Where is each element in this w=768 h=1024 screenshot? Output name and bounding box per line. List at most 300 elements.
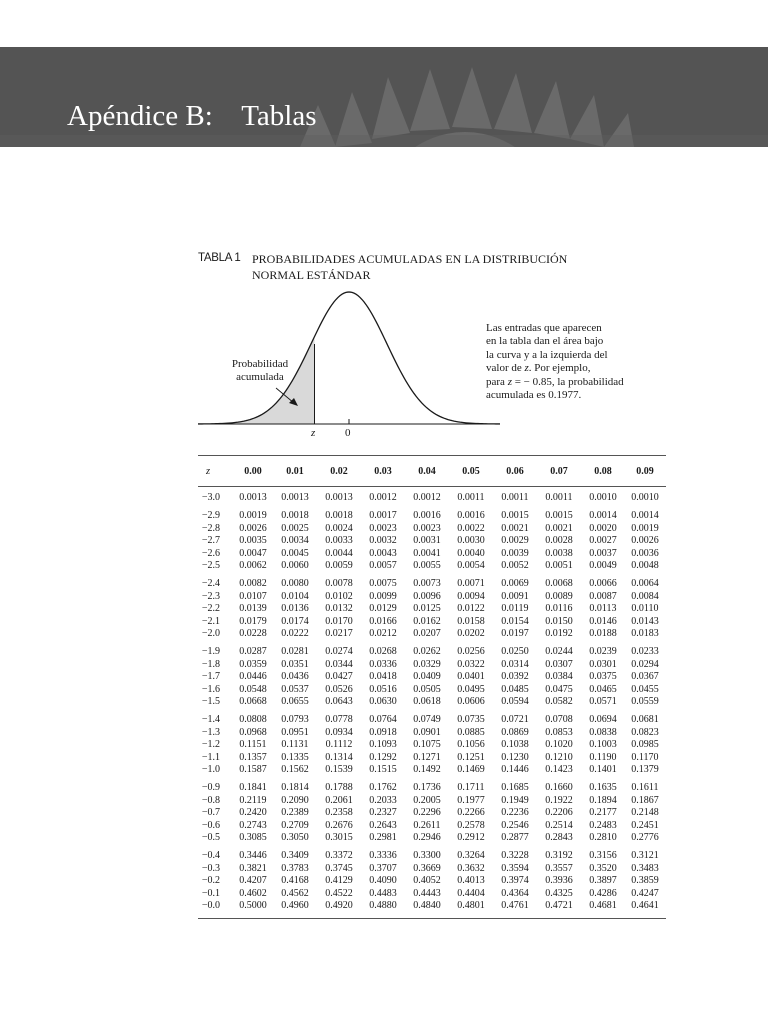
probability-cell: 0.0307 xyxy=(545,658,573,670)
probability-cell: 0.0073 xyxy=(413,578,441,590)
probability-cell: 0.0052 xyxy=(501,560,529,571)
probability-cell: 0.2877 xyxy=(501,832,529,843)
probability-cell: 0.0119 xyxy=(501,603,529,615)
probability-cell: 0.0516 xyxy=(369,683,397,695)
probability-cell: 0.1660 xyxy=(545,782,573,794)
column-header: 0.00 xyxy=(244,466,262,477)
probability-cell: 0.1131 xyxy=(281,739,309,751)
probability-cell: 0.1210 xyxy=(545,751,573,763)
probability-cell: 0.1711 xyxy=(457,782,485,794)
probability-cell: 0.0031 xyxy=(413,535,441,547)
cumulative-probability-label: Probabilidad acumulada xyxy=(231,358,289,383)
z-value-cell: −2.8 xyxy=(201,522,220,534)
probability-cell: 0.3632 xyxy=(457,862,485,874)
probability-cell: 0.3557 xyxy=(545,862,573,874)
probability-cell: 0.1170 xyxy=(631,751,659,763)
column-header: 0.01 xyxy=(286,466,304,477)
probability-cell: 0.2483 xyxy=(589,819,617,831)
probability-cell: 0.0495 xyxy=(457,683,485,695)
z-value-cell: −1.6 xyxy=(201,683,220,695)
probability-cell: 0.2420 xyxy=(239,807,267,819)
probability-cell: 0.2709 xyxy=(281,819,309,831)
z-value-cell: −1.5 xyxy=(201,696,220,707)
probability-cell: 0.0048 xyxy=(631,560,659,571)
table-row xyxy=(198,659,666,671)
probability-cell: 0.1003 xyxy=(589,739,617,751)
probability-cell: 0.0024 xyxy=(325,522,353,534)
probability-cell: 0.0011 xyxy=(457,492,485,503)
probability-cell: 0.2033 xyxy=(369,794,397,806)
probability-cell: 0.3783 xyxy=(281,862,309,874)
probability-cell: 0.0418 xyxy=(369,671,397,683)
probability-cell: 0.2810 xyxy=(589,832,617,843)
probability-cell: 0.0764 xyxy=(369,714,397,726)
probability-cell: 0.0028 xyxy=(545,535,573,547)
probability-cell: 0.0029 xyxy=(501,535,529,547)
probability-cell: 0.0274 xyxy=(325,646,353,658)
probability-cell: 0.0465 xyxy=(589,683,617,695)
probability-cell: 0.4562 xyxy=(281,887,309,899)
probability-cell: 0.4483 xyxy=(369,887,397,899)
z-value-cell: −2.9 xyxy=(201,510,220,522)
probability-cell: 0.3264 xyxy=(457,850,485,862)
z-value-cell: −0.8 xyxy=(201,794,220,806)
probability-cell: 0.0102 xyxy=(325,590,353,602)
z-value-cell: −2.3 xyxy=(201,590,220,602)
column-header: 0.06 xyxy=(506,466,524,477)
probability-cell: 0.0023 xyxy=(369,522,397,534)
table-row xyxy=(198,603,666,615)
probability-cell: 0.0026 xyxy=(631,535,659,547)
probability-cell: 0.3483 xyxy=(631,862,659,874)
probability-cell: 0.0548 xyxy=(239,683,267,695)
zero-axis-label: 0 xyxy=(345,427,351,439)
probability-cell: 0.1788 xyxy=(325,782,353,794)
table-row xyxy=(198,616,666,628)
probability-cell: 0.0314 xyxy=(501,658,529,670)
probability-cell: 0.0022 xyxy=(457,522,485,534)
table-row xyxy=(198,782,666,794)
probability-cell: 0.3594 xyxy=(501,862,529,874)
probability-cell: 0.0023 xyxy=(413,522,441,534)
probability-cell: 0.4721 xyxy=(545,900,573,911)
z-value-cell: −0.4 xyxy=(201,850,220,862)
probability-cell: 0.0170 xyxy=(325,615,353,627)
probability-cell: 0.0049 xyxy=(589,560,617,571)
probability-cell: 0.0166 xyxy=(369,615,397,627)
probability-cell: 0.3707 xyxy=(369,862,397,874)
probability-cell: 0.0749 xyxy=(413,714,441,726)
probability-cell: 0.3409 xyxy=(281,850,309,862)
probability-cell: 0.0207 xyxy=(413,628,441,639)
probability-cell: 0.0344 xyxy=(325,658,353,670)
probability-cell: 0.0089 xyxy=(545,590,573,602)
probability-cell: 0.1314 xyxy=(325,751,353,763)
probability-cell: 0.0301 xyxy=(589,658,617,670)
probability-cell: 0.1539 xyxy=(325,764,353,775)
probability-cell: 0.2061 xyxy=(325,794,353,806)
table-row xyxy=(198,523,666,535)
table-row xyxy=(198,510,666,522)
table-row xyxy=(198,875,666,887)
probability-cell: 0.1075 xyxy=(413,739,441,751)
probability-cell: 0.0025 xyxy=(281,522,309,534)
table-row xyxy=(198,646,666,658)
probability-cell: 0.0233 xyxy=(631,646,659,658)
probability-cell: 0.0427 xyxy=(325,671,353,683)
probability-cell: 0.3336 xyxy=(369,850,397,862)
table-row xyxy=(198,591,666,603)
z-value-cell: −0.7 xyxy=(201,807,220,819)
probability-cell: 0.0853 xyxy=(545,726,573,738)
probability-cell: 0.0082 xyxy=(239,578,267,590)
column-header: 0.09 xyxy=(636,466,654,477)
probability-cell: 0.0256 xyxy=(457,646,485,658)
probability-cell: 0.0179 xyxy=(239,615,267,627)
probability-cell: 0.0630 xyxy=(369,696,397,707)
probability-cell: 0.0139 xyxy=(239,603,267,615)
column-header: 0.08 xyxy=(594,466,612,477)
probability-cell: 0.0032 xyxy=(369,535,397,547)
probability-cell: 0.0192 xyxy=(545,628,573,639)
probability-cell: 0.2676 xyxy=(325,819,353,831)
probability-cell: 0.3821 xyxy=(239,862,267,874)
table-row xyxy=(198,764,666,776)
probability-cell: 0.0013 xyxy=(281,492,309,503)
probability-cell: 0.4801 xyxy=(457,900,485,911)
table-row xyxy=(198,535,666,547)
probability-cell: 0.0012 xyxy=(369,492,397,503)
z-value-cell: −0.1 xyxy=(201,887,220,899)
probability-cell: 0.0038 xyxy=(545,547,573,559)
table-row xyxy=(198,671,666,683)
probability-cell: 0.0099 xyxy=(369,590,397,602)
probability-cell: 0.0064 xyxy=(631,578,659,590)
probability-cell: 0.4404 xyxy=(457,887,485,899)
probability-cell: 0.2776 xyxy=(631,832,659,843)
probability-cell: 0.3085 xyxy=(239,832,267,843)
probability-cell: 0.0351 xyxy=(281,658,309,670)
probability-cell: 0.0033 xyxy=(325,535,353,547)
probability-cell: 0.2981 xyxy=(369,832,397,843)
probability-cell: 0.0036 xyxy=(631,547,659,559)
probability-cell: 0.1230 xyxy=(501,751,529,763)
probability-cell: 0.4286 xyxy=(589,887,617,899)
probability-cell: 0.0010 xyxy=(589,492,617,503)
probability-cell: 0.0014 xyxy=(631,510,659,522)
table-row xyxy=(198,739,666,751)
probability-cell: 0.0096 xyxy=(413,590,441,602)
table-row xyxy=(198,578,666,590)
probability-cell: 0.0013 xyxy=(325,492,353,503)
probability-cell: 0.1335 xyxy=(281,751,309,763)
probability-cell: 0.0197 xyxy=(501,628,529,639)
probability-cell: 0.3228 xyxy=(501,850,529,862)
probability-cell: 0.1611 xyxy=(631,782,659,794)
probability-cell: 0.1423 xyxy=(545,764,573,775)
z-value-cell: −2.5 xyxy=(201,560,220,571)
probability-cell: 0.4960 xyxy=(281,900,309,911)
probability-cell: 0.0110 xyxy=(631,603,659,615)
probability-cell: 0.0694 xyxy=(589,714,617,726)
probability-cell: 0.1587 xyxy=(239,764,267,775)
probability-cell: 0.0087 xyxy=(589,590,617,602)
probability-cell: 0.1562 xyxy=(281,764,309,775)
probability-cell: 0.0015 xyxy=(545,510,573,522)
z-value-cell: −1.7 xyxy=(201,671,220,683)
probability-cell: 0.0475 xyxy=(545,683,573,695)
probability-cell: 0.2236 xyxy=(501,807,529,819)
probability-cell: 0.0188 xyxy=(589,628,617,639)
chapter-banner xyxy=(0,47,768,147)
probability-cell: 0.0606 xyxy=(457,696,485,707)
probability-cell: 0.0392 xyxy=(501,671,529,683)
probability-cell: 0.0071 xyxy=(457,578,485,590)
probability-cell: 0.0054 xyxy=(457,560,485,571)
probability-cell: 0.0062 xyxy=(239,560,267,571)
probability-cell: 0.0869 xyxy=(501,726,529,738)
probability-cell: 0.0681 xyxy=(631,714,659,726)
probability-cell: 0.2206 xyxy=(545,807,573,819)
probability-cell: 0.0014 xyxy=(589,510,617,522)
probability-cell: 0.0212 xyxy=(369,628,397,639)
probability-cell: 0.0057 xyxy=(369,560,397,571)
probability-cell: 0.2514 xyxy=(545,819,573,831)
probability-cell: 0.2296 xyxy=(413,807,441,819)
probability-cell: 0.0838 xyxy=(589,726,617,738)
probability-cell: 0.4641 xyxy=(631,900,659,911)
probability-cell: 0.0329 xyxy=(413,658,441,670)
probability-cell: 0.1093 xyxy=(369,739,397,751)
probability-cell: 0.3859 xyxy=(631,875,659,887)
probability-cell: 0.0934 xyxy=(325,726,353,738)
probability-cell: 0.0011 xyxy=(501,492,529,503)
z-value-cell: −1.2 xyxy=(201,739,220,751)
probability-cell: 0.0505 xyxy=(413,683,441,695)
table-row xyxy=(198,752,666,764)
z-value-cell: −2.4 xyxy=(201,578,220,590)
z-value-cell: −2.7 xyxy=(201,535,220,547)
probability-cell: 0.0020 xyxy=(589,522,617,534)
probability-cell: 0.0559 xyxy=(631,696,659,707)
probability-cell: 0.0041 xyxy=(413,547,441,559)
probability-cell: 0.3050 xyxy=(281,832,309,843)
probability-cell: 0.0901 xyxy=(413,726,441,738)
probability-cell: 0.2327 xyxy=(369,807,397,819)
probability-cell: 0.0918 xyxy=(369,726,397,738)
probability-cell: 0.0582 xyxy=(545,696,573,707)
probability-cell: 0.0043 xyxy=(369,547,397,559)
probability-cell: 0.1685 xyxy=(501,782,529,794)
probability-cell: 0.0113 xyxy=(589,603,617,615)
probability-cell: 0.0158 xyxy=(457,615,485,627)
table-row xyxy=(198,795,666,807)
table-row xyxy=(198,548,666,560)
probability-cell: 0.0080 xyxy=(281,578,309,590)
probability-cell: 0.1112 xyxy=(325,739,353,751)
probability-cell: 0.0968 xyxy=(239,726,267,738)
probability-cell: 0.4052 xyxy=(413,875,441,887)
probability-cell: 0.1469 xyxy=(457,764,485,775)
table-row xyxy=(198,888,666,900)
probability-cell: 0.1401 xyxy=(589,764,617,775)
table-row xyxy=(198,560,666,572)
probability-cell: 0.0037 xyxy=(589,547,617,559)
probability-cell: 0.0051 xyxy=(545,560,573,571)
probability-cell: 0.0069 xyxy=(501,578,529,590)
probability-cell: 0.0885 xyxy=(457,726,485,738)
probability-cell: 0.0078 xyxy=(325,578,353,590)
probability-cell: 0.1038 xyxy=(501,739,529,751)
probability-table xyxy=(198,455,666,919)
probability-cell: 0.0016 xyxy=(413,510,441,522)
probability-cell: 0.0055 xyxy=(413,560,441,571)
probability-cell: 0.0047 xyxy=(239,547,267,559)
probability-cell: 0.2389 xyxy=(281,807,309,819)
probability-cell: 0.0594 xyxy=(501,696,529,707)
probability-cell: 0.1151 xyxy=(239,739,267,751)
probability-cell: 0.2266 xyxy=(457,807,485,819)
probability-cell: 0.1949 xyxy=(501,794,529,806)
probability-cell: 0.3897 xyxy=(589,875,617,887)
probability-cell: 0.0132 xyxy=(325,603,353,615)
probability-cell: 0.3015 xyxy=(325,832,353,843)
probability-cell: 0.0951 xyxy=(281,726,309,738)
z-value-cell: −0.6 xyxy=(201,819,220,831)
probability-cell: 0.0655 xyxy=(281,696,309,707)
z-value-cell: −1.0 xyxy=(201,764,220,775)
probability-cell: 0.2546 xyxy=(501,819,529,831)
probability-cell: 0.3192 xyxy=(545,850,573,862)
table-row xyxy=(198,727,666,739)
probability-cell: 0.0244 xyxy=(545,646,573,658)
probability-cell: 0.0643 xyxy=(325,696,353,707)
probability-cell: 0.0793 xyxy=(281,714,309,726)
probability-cell: 0.4522 xyxy=(325,887,353,899)
z-value-cell: −2.6 xyxy=(201,547,220,559)
z-value-cell: −0.5 xyxy=(201,832,220,843)
table-row xyxy=(198,696,666,708)
probability-cell: 0.0367 xyxy=(631,671,659,683)
probability-cell: 0.0045 xyxy=(281,547,309,559)
probability-cell: 0.0287 xyxy=(239,646,267,658)
probability-cell: 0.0143 xyxy=(631,615,659,627)
z-value-cell: −3.0 xyxy=(201,492,220,503)
table-row xyxy=(198,628,666,640)
probability-cell: 0.0125 xyxy=(413,603,441,615)
probability-cell: 0.0174 xyxy=(281,615,309,627)
probability-cell: 0.3446 xyxy=(239,850,267,862)
probability-cell: 0.4880 xyxy=(369,900,397,911)
probability-cell: 0.3974 xyxy=(501,875,529,887)
probability-cell: 0.0183 xyxy=(631,628,659,639)
probability-cell: 0.0016 xyxy=(457,510,485,522)
probability-cell: 0.0010 xyxy=(631,492,659,503)
probability-cell: 0.0026 xyxy=(239,522,267,534)
probability-cell: 0.1977 xyxy=(457,794,485,806)
probability-cell: 0.0060 xyxy=(281,560,309,571)
probability-cell: 0.4602 xyxy=(239,887,267,899)
probability-cell: 0.0035 xyxy=(239,535,267,547)
explanation-note: Las entradas que aparecen en la tabla dan el área bajo la curva y a la izquierda del valor de z. Por ejemplo, para z = − 0.85, la probabilidad acumulada es 0.1977. xyxy=(486,322,624,402)
probability-cell: 0.0012 xyxy=(413,492,441,503)
probability-cell: 0.0066 xyxy=(589,578,617,590)
probability-cell: 0.1841 xyxy=(239,782,267,794)
probability-cell: 0.0107 xyxy=(239,590,267,602)
table-row xyxy=(198,900,666,912)
probability-cell: 0.0150 xyxy=(545,615,573,627)
z-value-cell: −1.9 xyxy=(201,646,220,658)
probability-cell: 0.0017 xyxy=(369,510,397,522)
probability-cell: 0.0021 xyxy=(501,522,529,534)
probability-cell: 0.3156 xyxy=(589,850,617,862)
probability-cell: 0.0094 xyxy=(457,590,485,602)
probability-cell: 0.4129 xyxy=(325,875,353,887)
probability-cell: 0.4013 xyxy=(457,875,485,887)
probability-cell: 0.1635 xyxy=(589,782,617,794)
probability-cell: 0.0015 xyxy=(501,510,529,522)
probability-cell: 0.0808 xyxy=(239,714,267,726)
z-value-cell: −0.0 xyxy=(201,900,220,911)
probability-cell: 0.0217 xyxy=(325,628,353,639)
probability-cell: 0.0526 xyxy=(325,683,353,695)
probability-cell: 0.0154 xyxy=(501,615,529,627)
probability-cell: 0.0104 xyxy=(281,590,309,602)
probability-cell: 0.4364 xyxy=(501,887,529,899)
probability-cell: 0.2946 xyxy=(413,832,441,843)
probability-cell: 0.2090 xyxy=(281,794,309,806)
probability-cell: 0.0262 xyxy=(413,646,441,658)
probability-cell: 0.0436 xyxy=(281,671,309,683)
probability-cell: 0.1762 xyxy=(369,782,397,794)
probability-cell: 0.0409 xyxy=(413,671,441,683)
probability-cell: 0.4761 xyxy=(501,900,529,911)
column-header: 0.07 xyxy=(550,466,568,477)
probability-cell: 0.0721 xyxy=(501,714,529,726)
table-row xyxy=(198,714,666,726)
probability-cell: 0.1867 xyxy=(631,794,659,806)
probability-cell: 0.2611 xyxy=(413,819,441,831)
probability-cell: 0.0027 xyxy=(589,535,617,547)
probability-cell: 0.0162 xyxy=(413,615,441,627)
probability-cell: 0.0018 xyxy=(325,510,353,522)
probability-cell: 0.0618 xyxy=(413,696,441,707)
z-value-cell: −2.2 xyxy=(201,603,220,615)
z-value-cell: −2.0 xyxy=(201,628,220,639)
probability-cell: 0.2843 xyxy=(545,832,573,843)
probability-cell: 0.1020 xyxy=(545,739,573,751)
probability-cell: 0.0485 xyxy=(501,683,529,695)
column-header: 0.02 xyxy=(330,466,348,477)
probability-cell: 0.1271 xyxy=(413,751,441,763)
table-row xyxy=(198,850,666,862)
probability-cell: 0.4325 xyxy=(545,887,573,899)
probability-cell: 0.0116 xyxy=(545,603,573,615)
probability-cell: 0.0044 xyxy=(325,547,353,559)
probability-cell: 0.0294 xyxy=(631,658,659,670)
table-row xyxy=(198,684,666,696)
z-value-cell: −1.1 xyxy=(201,751,220,763)
probability-cell: 0.4247 xyxy=(631,887,659,899)
probability-cell: 0.0823 xyxy=(631,726,659,738)
z-value-cell: −0.2 xyxy=(201,875,220,887)
probability-cell: 0.0129 xyxy=(369,603,397,615)
probability-cell: 0.0019 xyxy=(239,510,267,522)
probability-cell: 0.2743 xyxy=(239,819,267,831)
z-value-cell: −1.3 xyxy=(201,726,220,738)
probability-cell: 0.2005 xyxy=(413,794,441,806)
probability-cell: 0.0011 xyxy=(545,492,573,503)
